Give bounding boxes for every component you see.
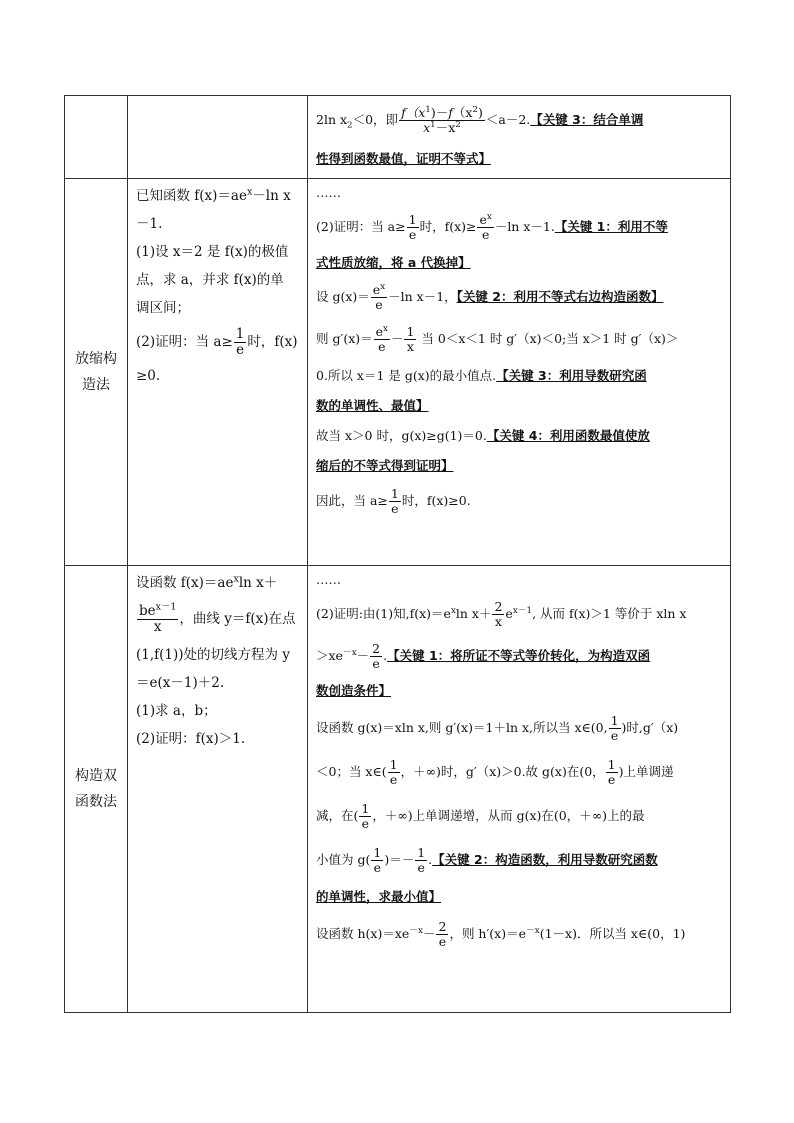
problem-line: [136, 322, 301, 362]
text: 设函数 f(x)＝ae: [136, 575, 234, 591]
numerator: 1: [406, 324, 415, 340]
text: 0.所以 x＝1 是 g(x)的最小值点.: [316, 368, 497, 383]
solution-line: [316, 636, 726, 676]
method-cell: [65, 96, 128, 179]
key-point: 数的单调性、最值】: [316, 398, 429, 413]
method-name: 放缩构造法: [75, 351, 117, 393]
key-point: 【关键 2：利用不等式右边构造函数】: [456, 289, 664, 304]
problem-line: ＝e(x－1)＋2.: [136, 675, 225, 691]
problem-line: ≥0.: [136, 368, 161, 384]
text: (2)证明：当 a≥: [316, 219, 406, 234]
text: ，＋∞)时，g′（x)＞0.故 g(x)在(0，: [400, 764, 605, 779]
numerator: 1: [373, 845, 382, 861]
fraction: [137, 601, 178, 635]
key-point: 【关键 1：利用不等: [554, 219, 668, 234]
text: ，则 h′(x)＝e: [449, 926, 527, 941]
numerator: 1: [390, 486, 399, 502]
problem-line: (1)求 a，b；: [136, 703, 217, 719]
fraction: [436, 920, 448, 949]
fraction: [388, 758, 400, 787]
denominator: e: [389, 772, 398, 787]
key-point: 【关键 3：利用导数研究函: [496, 368, 647, 383]
text: 当 0＜x＜1 时 g′（x)＜0;当 x＞1 时 g′（x)＞: [421, 331, 679, 346]
denominator: x: [423, 120, 431, 135]
numerator: 1: [417, 845, 426, 861]
text: －: [356, 648, 370, 663]
solution-line: ……: [316, 185, 341, 200]
fraction: [404, 325, 416, 354]
fraction: $\frac{f(x^1)-f(x^2)}{x^1-x^2}$: [401, 105, 483, 135]
denominator: e: [417, 860, 425, 875]
text: －: [422, 926, 436, 941]
text: x: [486, 212, 492, 223]
problem-line: [136, 597, 301, 641]
numerator: 1: [389, 757, 398, 773]
text: －x: [342, 647, 357, 658]
text: 因此，当 a≥: [316, 493, 388, 508]
solution-line: [316, 361, 726, 391]
fraction: [371, 846, 383, 875]
denominator: e: [438, 934, 447, 949]
problem-line: [136, 182, 301, 210]
denominator: x: [406, 339, 414, 354]
numerator: 2: [372, 641, 381, 657]
key-point: 【关键 2：构造函数，利用导数研究函数: [432, 852, 658, 867]
fraction: [609, 714, 621, 743]
denominator: x: [494, 614, 502, 629]
problem-cell: [128, 179, 308, 566]
solution-line: [316, 421, 726, 451]
text: 故当 x＞0 时，g(x)≥g(1)＝0.: [316, 428, 487, 443]
fraction: [407, 213, 419, 242]
fraction: [374, 325, 390, 354]
text: x－1: [512, 605, 533, 616]
fraction: [389, 487, 401, 516]
text: －: [390, 331, 404, 346]
problem-line: (1,f(1))处的切线方程为 y: [136, 647, 290, 663]
solution-line: [316, 676, 726, 706]
text: , 从而 f(x)＞1 等价于 xln x: [532, 606, 687, 621]
solution-line: [316, 592, 726, 636]
text: 已知函数 f(x)＝ae: [136, 188, 247, 204]
table-row: [65, 566, 731, 1013]
solution-line: [316, 391, 726, 421]
key-point: 数创造条件】: [316, 683, 392, 698]
denominator: e: [391, 501, 399, 516]
text: 减，在(: [316, 808, 359, 823]
numerator: e: [375, 324, 384, 340]
text: 设函数 g(x)＝xln x,则 g′(x)＝1＋ln x,所以当 x∈(0,: [316, 720, 608, 735]
solution-line: [316, 451, 726, 481]
numerator: 2: [438, 919, 447, 935]
solution-line: [316, 882, 726, 912]
text: ＞xe: [316, 648, 343, 663]
fraction: [370, 642, 382, 671]
text: .: [428, 852, 433, 867]
key-point: 式性质放缩，将 a 代换掉】: [316, 255, 471, 270]
denominator: x: [153, 619, 162, 635]
solution-line: [316, 142, 726, 176]
fraction: [477, 213, 493, 242]
problem-line: －1.: [136, 216, 163, 232]
problem-line: (2)证明：f(x)＞1.: [136, 731, 246, 747]
solution-line: [316, 481, 726, 521]
solution-cell: [308, 179, 731, 566]
text: x: [380, 282, 386, 293]
text: (2)证明:由(1)知,f(x)＝e: [316, 606, 451, 621]
fraction: [606, 758, 618, 787]
solution-line: [316, 205, 726, 249]
text: 设 g(x)＝: [316, 289, 370, 304]
denominator: e: [378, 339, 386, 354]
solution-line: [316, 794, 726, 838]
solution-line: [316, 317, 726, 361]
key-point: 缩后的不等式得到证明】: [316, 458, 454, 473]
text: ln x＋: [238, 575, 278, 591]
text: －x: [526, 925, 540, 936]
fraction: [371, 283, 387, 312]
solution-line: [316, 706, 726, 750]
method-table: [64, 95, 731, 1013]
denominator: e: [408, 227, 417, 242]
problem-cell: [128, 566, 308, 1013]
solution-line: [316, 912, 726, 956]
solution-line: ……: [316, 572, 341, 587]
text: －x: [409, 925, 423, 936]
denominator: e: [361, 816, 370, 831]
problem-line: 调区间；: [136, 300, 190, 316]
solution-line: [316, 750, 726, 794]
numerator: 1: [361, 801, 370, 817]
key-point: 的单调性，求最小值】: [316, 889, 442, 904]
solution-line: [316, 838, 726, 882]
method-name: 构造双函数法: [75, 768, 117, 810]
numerator: 1: [607, 757, 616, 773]
text: )上单调递: [618, 764, 674, 779]
text: x: [383, 324, 388, 335]
text: 2ln x: [316, 112, 348, 127]
text: ，＋∞)上单调递增，从而 g(x)在(0，＋∞)上的最: [372, 808, 645, 823]
text: (2)证明：当 a≥: [136, 334, 233, 350]
text: ＜0；当 x∈(: [316, 764, 387, 779]
text: 2: [347, 120, 353, 131]
text: 时，f(x)≥: [419, 219, 477, 234]
numerator: e: [372, 282, 381, 298]
numerator: 1: [235, 326, 245, 343]
text: )时,g′（x): [621, 720, 679, 735]
denominator: e: [373, 860, 382, 875]
numerator: 1: [610, 713, 619, 729]
denominator: e: [607, 772, 616, 787]
numerator: f（x: [401, 105, 426, 121]
denominator: e: [375, 297, 383, 312]
key-point: 性得到函数最值，证明不等式】: [316, 151, 492, 166]
text: ＜a－2.: [485, 112, 531, 127]
text: 时，f(x): [247, 334, 298, 350]
text: －ln x－1.: [494, 219, 555, 234]
method-cell: [65, 566, 128, 1013]
problem-cell: [128, 96, 308, 179]
text: 小值为 g(: [316, 852, 371, 867]
numerator: 1: [408, 212, 417, 228]
fraction: [492, 600, 504, 629]
key-point: 【关键 3：结合单调: [530, 112, 644, 127]
text: e: [505, 606, 513, 621]
fraction: [415, 846, 427, 875]
denominator: e: [372, 656, 380, 671]
numerator: e: [479, 212, 487, 228]
text: －ln x: [252, 188, 291, 204]
fraction: [359, 802, 371, 831]
problem-line: [136, 569, 301, 597]
text: 设函数 h(x)＝xe: [316, 926, 410, 941]
text: －ln x－1，: [388, 289, 457, 304]
text: ，曲线 y＝f(x)在点: [179, 611, 296, 627]
denominator: e: [481, 227, 490, 242]
fraction: [234, 327, 247, 358]
denominator: e: [610, 728, 619, 743]
numerator: 2: [494, 599, 503, 615]
text: x: [233, 573, 239, 585]
key-point: 【关键 4：利用函数最值使放: [486, 428, 650, 443]
method-cell: [65, 179, 128, 566]
problem-line: 点，求 a，并求 f(x)的单: [136, 272, 284, 288]
solution-cell: [308, 96, 731, 179]
text: )＝－: [384, 852, 415, 867]
solution-line: [316, 98, 726, 142]
text: ln x＋: [455, 606, 492, 621]
text: 则 g′(x)＝: [316, 331, 373, 346]
problem-line: (1)设 x＝2 是 f(x)的极值: [136, 244, 289, 260]
text: 时，f(x)≥0.: [401, 493, 471, 508]
text: x－1: [155, 601, 177, 613]
key-point: 【关键 1：将所证不等式等价转化，为构造双函: [387, 648, 651, 663]
denominator: e: [236, 342, 245, 358]
text: (1－x)．所以当 x∈(0，1): [539, 926, 686, 941]
text: x: [246, 186, 253, 198]
table-row: [65, 179, 731, 566]
solution-cell: [308, 566, 731, 1013]
table-row: [65, 96, 731, 179]
numerator: be: [139, 603, 156, 620]
solution-line: [316, 277, 726, 317]
text: .: [383, 648, 388, 663]
text: x: [450, 605, 456, 616]
solution-line: [316, 249, 726, 277]
text: ＜0，即: [352, 112, 399, 127]
